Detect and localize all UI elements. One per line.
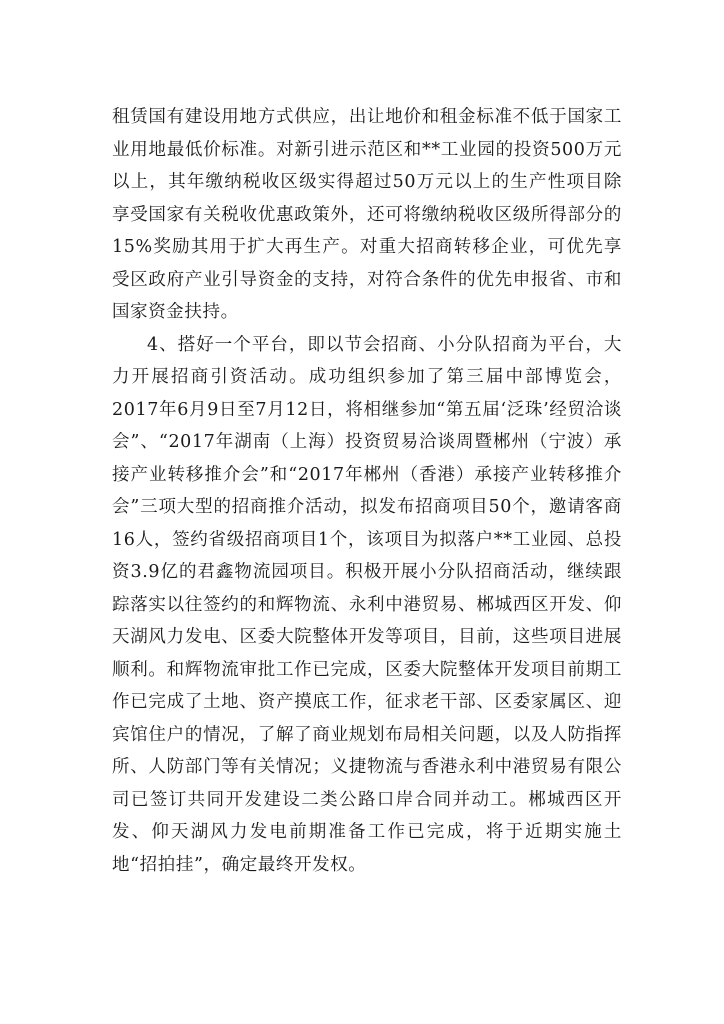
paragraph-investment-platform: 4、搭好一个平台，即以节会招商、小分队招商为平台，大力开展招商引资活动。成功组织参加了第三届中部博览会，2017年6月9日至7月12日，将相继参加“第五届‘泛珠’经贸洽谈会”、“2017年湖南（上海）投资贸易洽谈周暨郴州（宁波）承接产业转移推介会”和“2017年郴州（香港）承接产业转移推介会”三项大型的招商推介活动，拟发布招商项目50个，邀请客商16人，签约省级招商项目1个，该项目为拟落户**工业园、总投资3.9亿的君鑫物流园项目。积极开展小分队招商活动，继续跟踪落实以往签约的和辉物流、永利中港贸易、郴城西区开发、仰天湖风力发电、区委大院整体开发等项目，目前，这些项目进展顺利。和辉物流审批工作已完成，区委大院整体开发项目前期工作已完成了土地、资产摸底工作，征求老干部、区委家属区、迎宾馆住户的情况，了解了商业规划布局相关问题，以及人防指挥所、人防部门等有关情况；义捷物流与香港永利中港贸易有限公司已签订共同开发建设二类公路口岸合同并动工。郴城西区开发、仰天湖风力发电前期准备工作已完成，将于近期实施土地“招拍挂”，确定最终开发权。 [112,334,622,875]
paragraph-land-policy: 租赁国有建设用地方式供应，出让地价和租金标准不低于国家工业用地最低价标准。对新引进示范区和**工业园的投资500万元以上，其年缴纳税收区级实得超过50万元以上的生产性项目除享受国家有关税收优惠政策外，还可将缴纳税收区级所得部分的15%奖励其用于扩大再生产。对重大招商转移企业，可优先享受区政府产业引导资金的支持，对符合条件的优先申报省、市和国家资金扶持。 [112,107,622,322]
document-body [112,101,622,881]
